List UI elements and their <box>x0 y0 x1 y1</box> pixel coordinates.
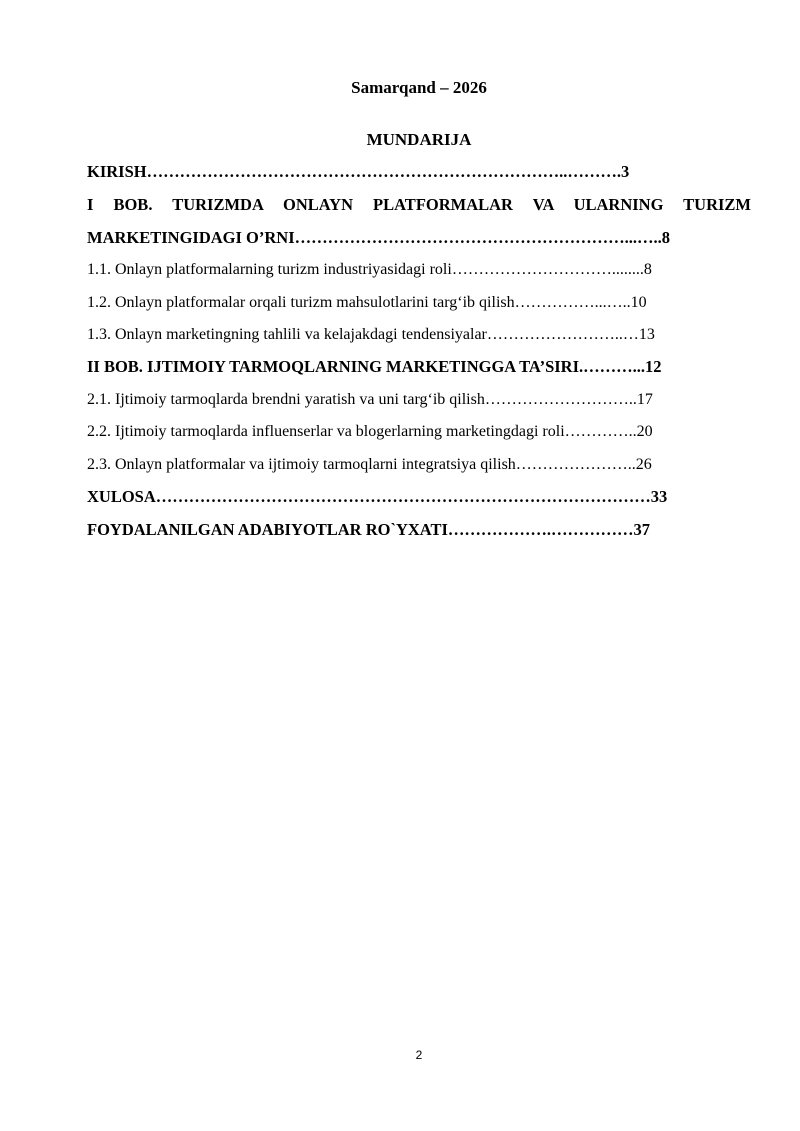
toc-entry-section-1-2: 1.2. Onlayn platformalar orqali turizm mahsulotlarini targ‘ib qilish……………...…..10 <box>87 294 647 311</box>
toc-entry-section-2-1: 2.1. Ijtimoiy tarmoqlarda brendni yaratish va uni targ‘ib qilish………………………..17 <box>87 391 653 408</box>
toc-entry-section-2-3: 2.3. Onlayn platformalar va ijtimoiy tarmoqlarni integratsiya qilish…………………..26 <box>87 456 652 473</box>
toc-entry-conclusion: XULOSA………………………………………………………………………………33 <box>87 487 668 506</box>
toc-entry-references: FOYDALANILGAN ADABIYOTLAR RO`YXATI……………….……………37 <box>87 520 651 539</box>
city-year-heading: Samarqand – 2026 <box>351 78 487 97</box>
toc-entry-introduction: KIRISH…………………………………………………………………..……….3 <box>87 162 630 181</box>
page-number: 2 <box>415 1048 423 1062</box>
toc-title: MUNDARIJA <box>366 130 472 149</box>
toc-entry-section-1-1: 1.1. Onlayn platformalarning turizm industriyasidagi roli…………………………........8 <box>87 261 652 278</box>
toc-entry-chapter-1-line-1: I BOB. TURIZMDA ONLAYN PLATFORMALAR VA ULARNING TURIZM <box>87 195 751 214</box>
toc-entry-chapter-2: II BOB. IJTIMOIY TARMOQLARNING MARKETINGGA TA’SIRI.………...12 <box>87 357 662 376</box>
toc-entry-section-2-2: 2.2. Ijtimoiy tarmoqlarda influenserlar va blogerlarning marketingdagi roli…………..20 <box>87 423 653 440</box>
toc-entry-section-1-3: 1.3. Onlayn marketingning tahlili va kelajakdagi tendensiyalar……………………..…13 <box>87 326 655 343</box>
toc-entry-chapter-1-line-2: MARKETINGIDAGI O’RNI……………………………………………………...…..8 <box>87 228 671 247</box>
